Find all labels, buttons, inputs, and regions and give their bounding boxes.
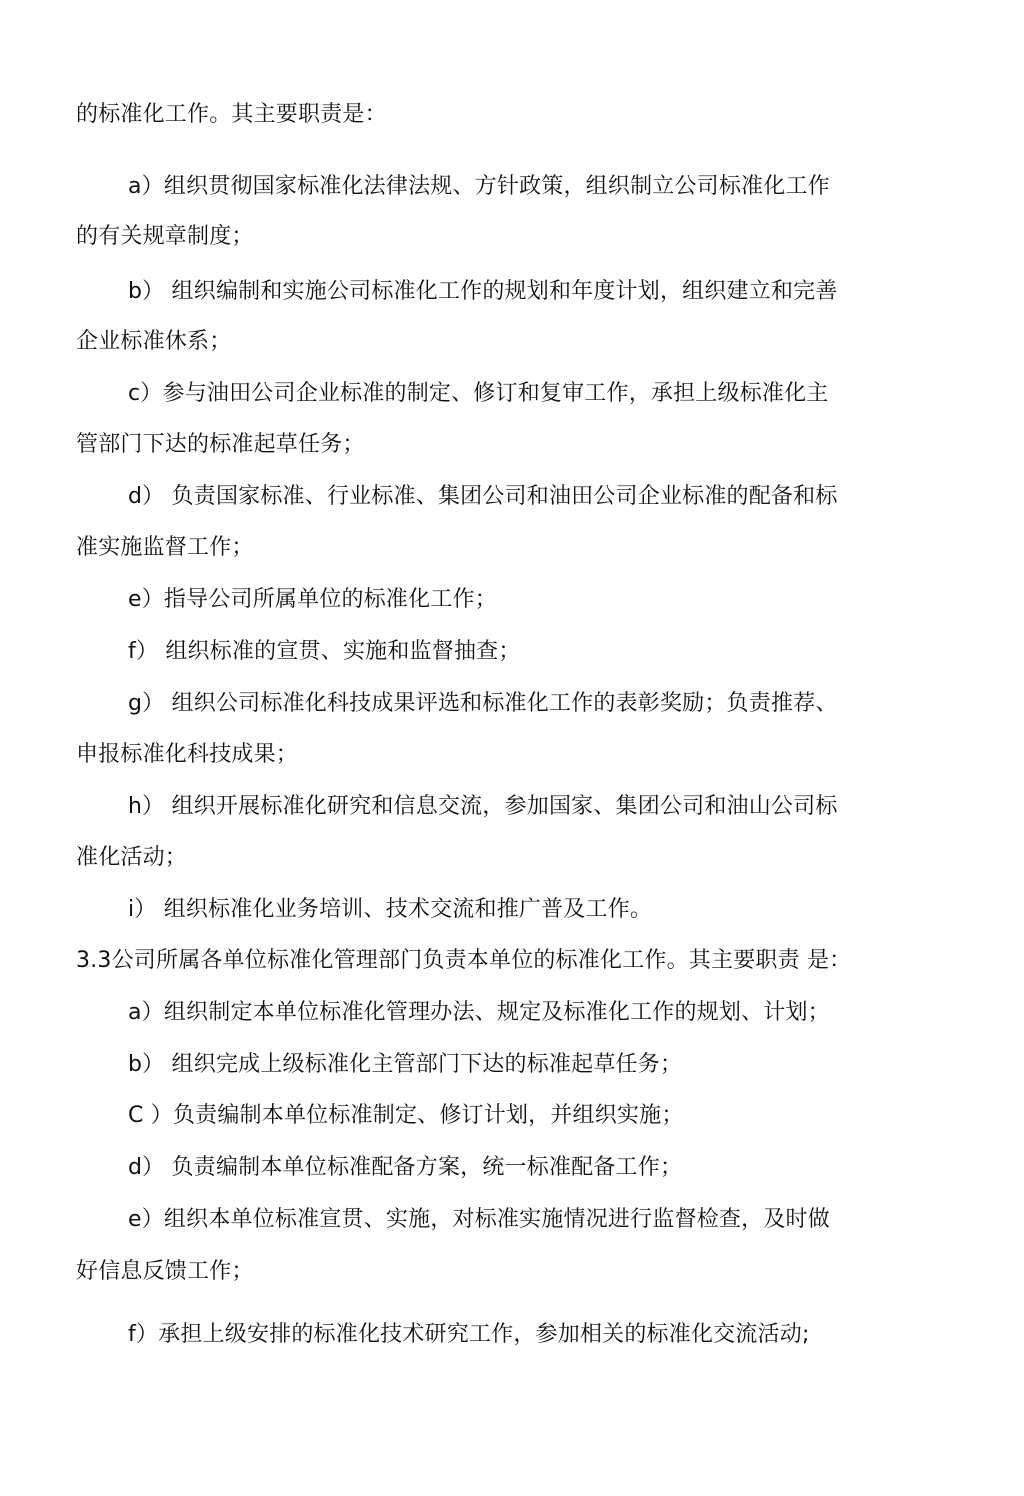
text-line: d） 负责编制本单位标准配备方案，统一标准配备工作； [128, 1155, 683, 1180]
text-line: a）组织贯彻国家标准化法律法规、方针政策，组织制立公司标准化工作 [128, 174, 830, 199]
text-line: g） 组织公司标准化科技成果评选和标准化工作的表彰奖励；负责推荐、 [128, 691, 838, 716]
text-line: f） 组织标准的宣贯、实施和监督抽查； [128, 639, 521, 664]
text-line: i） 组织标准化业务培训、技术交流和推广普及工作。 [128, 897, 653, 922]
text-line: c）参与油田公司企业标准的制定、修订和复审工作，承担上级标准化主 [128, 381, 829, 406]
text-line: a）组织制定本单位标准化管理办法、规定及标准化工作的规划、计划； [128, 1000, 830, 1025]
text-line: b） 组织编制和实施公司标准化工作的规划和年度计划，组织建立和完善 [128, 279, 838, 304]
text-line: b） 组织完成上级标准化主管部门下达的标准起草任务； [128, 1052, 683, 1077]
text-line: 好信息反馈工作； [76, 1259, 254, 1284]
text-line: 申报标准化科技成果； [76, 742, 299, 767]
text-line: d） 负责国家标准、行业标准、集团公司和油田公司企业标准的配备和标 [128, 484, 838, 509]
text-line: e）指导公司所属单位的标准化工作； [128, 587, 497, 612]
text-line: C ）负责编制本单位标准制定、修订计划，并组织实施； [128, 1103, 684, 1128]
text-line: 准化活动； [76, 845, 188, 870]
text-line: 管部门下达的标准起草任务； [76, 432, 365, 457]
text-line: 的标准化工作。其主要职责是： [76, 102, 387, 127]
text-line: e）组织本单位标准宣贯、实施，对标准实施情况进行监督检查，及时做 [128, 1207, 830, 1232]
text-line: h） 组织开展标准化研究和信息交流，参加国家、集团公司和油山公司标 [128, 794, 838, 819]
text-line: 企业标准休系； [76, 329, 232, 354]
text-line: 的有关规章制度； [76, 224, 254, 249]
text-line: 3.3公司所属各单位标准化管理部门负责本单位的标准化工作。其主要职责 是： [76, 948, 852, 973]
text-line: 准实施监督工作； [76, 535, 254, 560]
text-line: f）承担上级安排的标准化技术研究工作，参加相关的标准化交流活动; [128, 1322, 810, 1347]
